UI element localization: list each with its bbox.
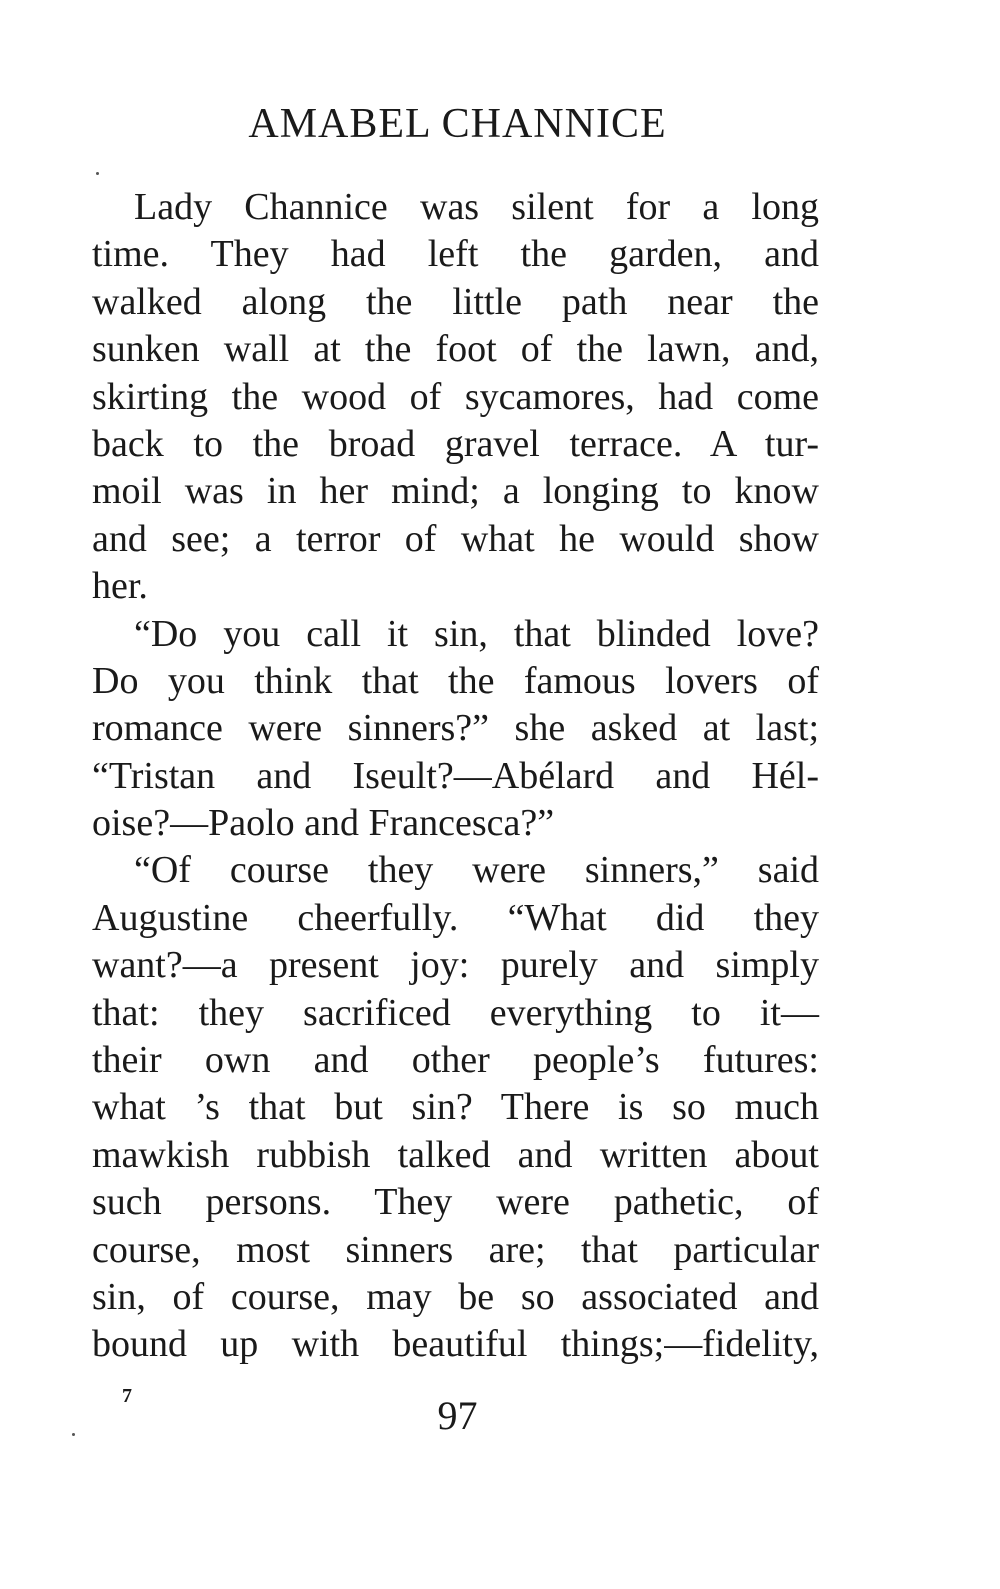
text-line: skirting the wood of sycamores, had come: [92, 375, 819, 418]
print-speck: [96, 172, 99, 175]
text-line: sin, of course, may be so associated and: [92, 1275, 819, 1318]
text-line: sunken wall at the foot of the lawn, and,: [92, 328, 819, 371]
text-line: Lady Channice was silent for a long: [134, 186, 819, 228]
page-number: 97: [437, 1393, 478, 1438]
text-line: walked along the little path near the: [92, 280, 819, 323]
text-line: such persons. They were pathetic, of: [92, 1181, 819, 1224]
text-line: mawkish rubbish talked and written about: [92, 1133, 819, 1176]
text-line: moil was in her mind; a longing to know: [92, 470, 819, 513]
text-line: “Of course they were sinners,” said: [134, 849, 819, 892]
text-line: their own and other people’s futures:: [92, 1039, 819, 1082]
text-line: “Tristan and Iseult?—Abélard and Hél-: [92, 754, 819, 797]
text-line: back to the broad gravel terrace. A tur-: [92, 422, 819, 465]
text-line: Augustine cheerfully. “What did they: [92, 896, 819, 939]
text-line: Do you think that the famous lovers of: [92, 659, 819, 702]
text-line: “Do you call it sin, that blinded love?: [134, 612, 819, 655]
print-speck: [72, 1433, 75, 1436]
signature-mark: 7: [122, 1385, 132, 1407]
body-text: [92, 184, 819, 1369]
text-line: romance were sinners?” she asked at last;: [92, 707, 819, 750]
text-line: and see; a terror of what he would show: [92, 517, 819, 560]
text-line: course, most sinners are; that particular: [92, 1228, 819, 1271]
text-line: what ’s that but sin? There is so much: [92, 1086, 819, 1129]
text-line: want?—a present joy: purely and simply: [92, 944, 819, 987]
text-line: that: they sacrificed everything to it—: [92, 991, 819, 1034]
running-head: AMABEL CHANNICE: [248, 101, 667, 147]
text-line: her.: [92, 565, 148, 608]
text-line: time. They had left the garden, and: [92, 233, 819, 276]
text-line: oise?—Paolo and Francesca?”: [92, 802, 555, 845]
text-line: bound up with beautiful things;—fidelity,: [92, 1323, 819, 1366]
